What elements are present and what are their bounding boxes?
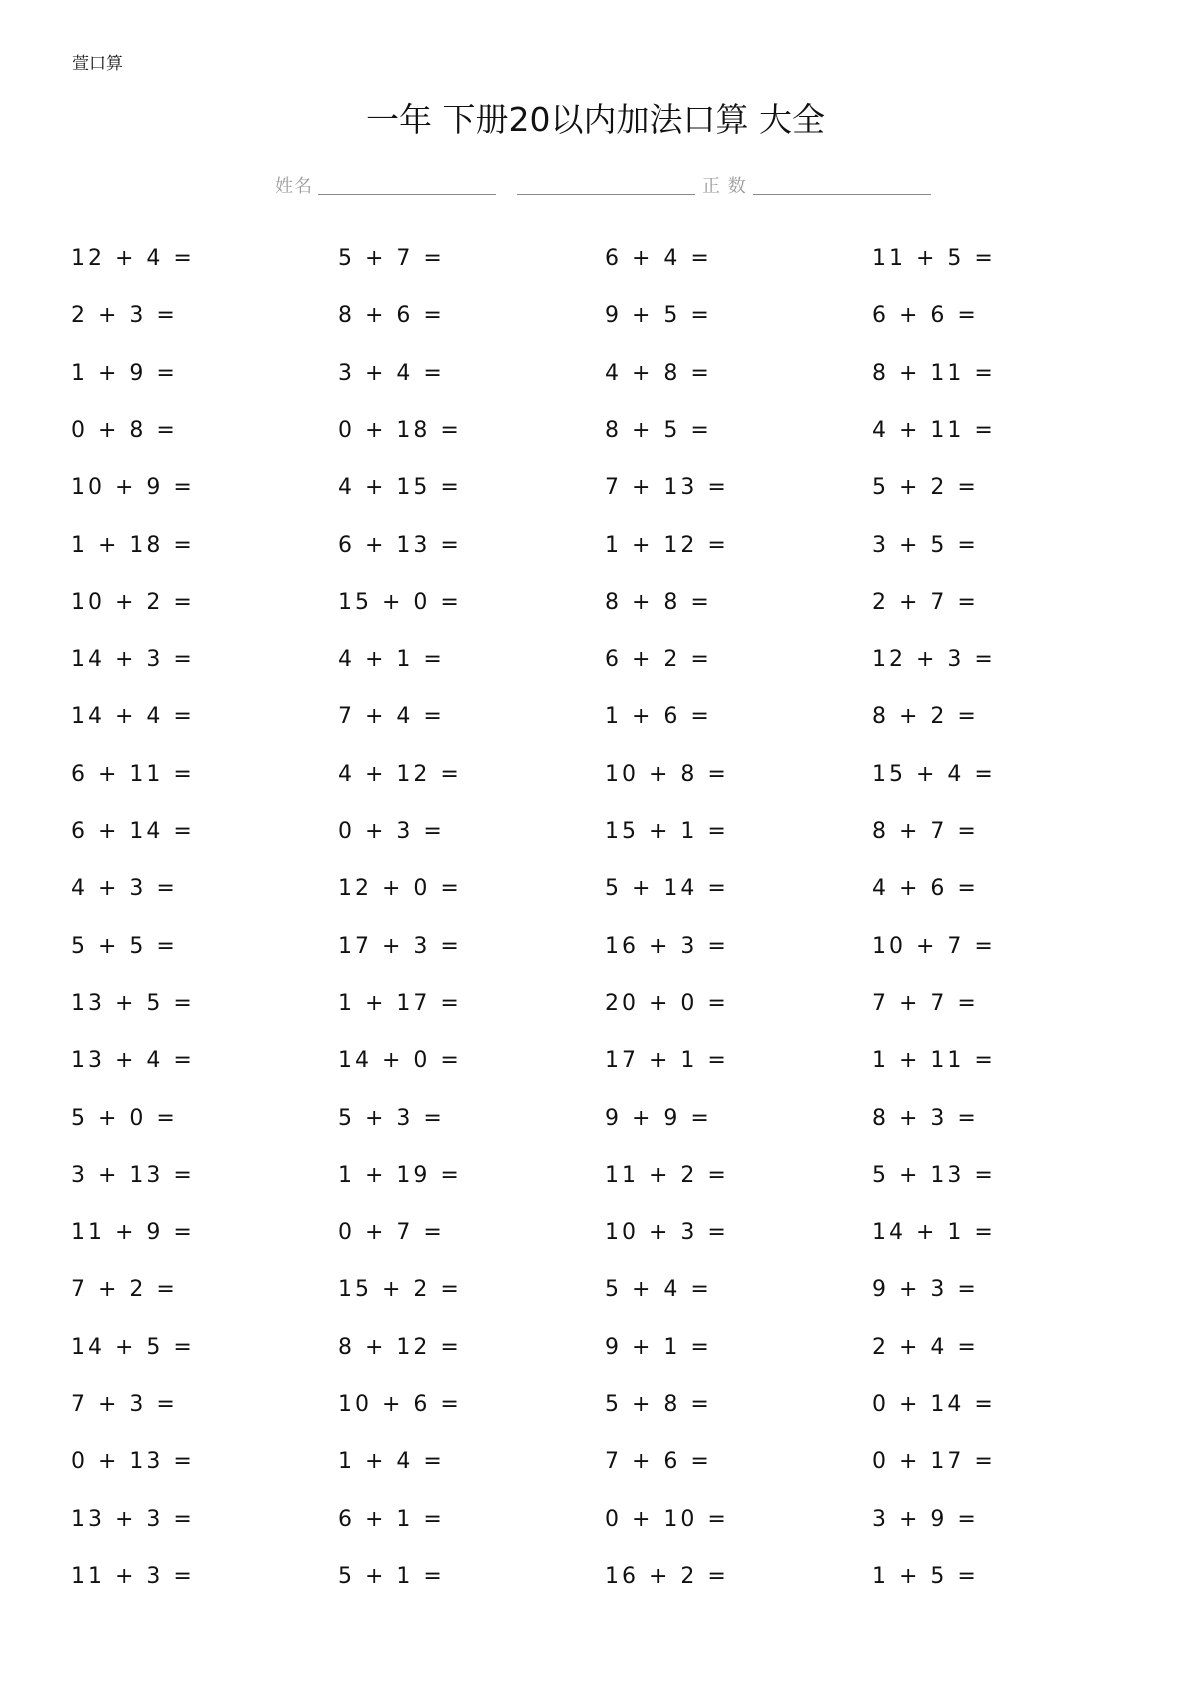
math-problem: 16 + 2 = xyxy=(605,1563,729,1589)
math-problem: 14 + 1 = xyxy=(872,1220,996,1246)
math-problem: 8 + 12 = xyxy=(338,1334,462,1360)
blank-line xyxy=(517,194,695,195)
math-problem: 1 + 12 = xyxy=(605,532,729,558)
math-problem: 6 + 13 = xyxy=(338,532,462,558)
math-problem: 15 + 1 = xyxy=(605,819,729,844)
math-problem: 3 + 5 = xyxy=(872,532,979,558)
math-problem: 6 + 2 = xyxy=(605,647,712,673)
math-problem: 5 + 3 = xyxy=(338,1105,445,1131)
math-problem: 7 + 4 = xyxy=(338,704,445,730)
math-problem: 6 + 14 = xyxy=(71,819,195,844)
math-problem: 8 + 3 = xyxy=(872,1105,979,1131)
math-problem: 8 + 7 = xyxy=(872,819,979,844)
math-problem: 4 + 6 = xyxy=(872,876,979,902)
math-problem: 7 + 13 = xyxy=(605,475,729,501)
math-problem: 5 + 13 = xyxy=(872,1162,996,1188)
math-problem: 2 + 4 = xyxy=(872,1334,979,1360)
math-problem: 11 + 9 = xyxy=(71,1220,195,1246)
math-problem: 0 + 8 = xyxy=(71,417,178,443)
math-problem: 15 + 0 = xyxy=(338,589,462,615)
math-problem: 2 + 3 = xyxy=(71,303,178,329)
math-problem: 0 + 14 = xyxy=(872,1392,996,1417)
math-problem: 1 + 19 = xyxy=(338,1162,462,1188)
math-problem: 9 + 3 = xyxy=(872,1277,979,1303)
math-problem: 15 + 2 = xyxy=(338,1277,462,1303)
math-problem: 11 + 5 = xyxy=(872,246,996,271)
math-problem: 4 + 8 = xyxy=(605,360,712,386)
math-problem: 7 + 7 = xyxy=(872,990,979,1016)
math-problem: 4 + 3 = xyxy=(71,876,178,902)
math-problem: 7 + 2 = xyxy=(71,1277,178,1303)
header-tag: 萱口算 xyxy=(72,54,123,74)
name-blank-line xyxy=(318,194,496,195)
math-problem: 4 + 15 = xyxy=(338,475,462,501)
score-blank-line xyxy=(753,194,931,195)
math-problem: 8 + 2 = xyxy=(872,704,979,730)
math-problem: 1 + 9 = xyxy=(71,360,178,386)
math-problem: 6 + 11 = xyxy=(71,761,195,787)
math-problem: 13 + 3 = xyxy=(71,1506,195,1532)
math-problem: 14 + 0 = xyxy=(338,1048,462,1074)
math-problem: 4 + 1 = xyxy=(338,647,445,673)
math-problem: 12 + 4 = xyxy=(71,246,195,271)
math-problem: 1 + 6 = xyxy=(605,704,712,730)
math-problem: 0 + 10 = xyxy=(605,1506,729,1532)
math-problem: 15 + 4 = xyxy=(872,761,996,787)
math-problem: 1 + 11 = xyxy=(872,1048,996,1074)
math-problem: 12 + 0 = xyxy=(338,876,462,902)
math-problem: 12 + 3 = xyxy=(872,647,996,673)
math-problem: 3 + 13 = xyxy=(71,1162,195,1188)
math-problem: 8 + 8 = xyxy=(605,589,712,615)
math-problem: 14 + 5 = xyxy=(71,1334,195,1360)
math-problem: 10 + 9 = xyxy=(71,475,195,501)
student-info-row xyxy=(0,176,1191,202)
math-problem: 10 + 2 = xyxy=(71,589,195,615)
math-problem: 6 + 1 = xyxy=(338,1506,445,1532)
math-problem: 13 + 5 = xyxy=(71,990,195,1016)
math-problem: 7 + 6 = xyxy=(605,1449,712,1475)
math-problem: 11 + 3 = xyxy=(71,1563,195,1589)
math-problem: 14 + 4 = xyxy=(71,704,195,730)
math-problem: 10 + 6 = xyxy=(338,1392,462,1417)
math-problem: 0 + 13 = xyxy=(71,1449,195,1475)
math-problem: 17 + 3 = xyxy=(338,933,462,959)
math-problem: 1 + 4 = xyxy=(338,1449,445,1475)
math-problem: 1 + 18 = xyxy=(71,532,195,558)
math-problem: 5 + 0 = xyxy=(71,1105,178,1131)
math-problem: 5 + 2 = xyxy=(872,475,979,501)
math-problem: 3 + 9 = xyxy=(872,1506,979,1532)
math-problem: 17 + 1 = xyxy=(605,1048,729,1074)
math-problem: 10 + 3 = xyxy=(605,1220,729,1246)
math-problem: 1 + 5 = xyxy=(872,1563,979,1589)
score-label: 正 数 xyxy=(702,176,747,197)
math-problem: 4 + 11 = xyxy=(872,417,996,443)
math-problem: 8 + 6 = xyxy=(338,303,445,329)
math-problem: 9 + 9 = xyxy=(605,1105,712,1131)
math-problem: 0 + 7 = xyxy=(338,1220,445,1246)
math-problem: 8 + 11 = xyxy=(872,360,996,386)
math-problem: 13 + 4 = xyxy=(71,1048,195,1074)
math-problem: 9 + 5 = xyxy=(605,303,712,329)
math-problem: 1 + 17 = xyxy=(338,990,462,1016)
math-problem: 2 + 7 = xyxy=(872,589,979,615)
math-problem: 7 + 3 = xyxy=(71,1392,178,1417)
math-problem: 9 + 1 = xyxy=(605,1334,712,1360)
math-problem: 5 + 14 = xyxy=(605,876,729,902)
math-problem: 5 + 8 = xyxy=(605,1392,712,1417)
name-label: 姓名 xyxy=(275,176,313,197)
math-problem: 6 + 4 = xyxy=(605,246,712,271)
math-problem: 3 + 4 = xyxy=(338,360,445,386)
math-problem: 6 + 6 = xyxy=(872,303,979,329)
math-problem: 10 + 8 = xyxy=(605,761,729,787)
math-problem: 0 + 17 = xyxy=(872,1449,996,1475)
math-problem: 20 + 0 = xyxy=(605,990,729,1016)
math-problem: 14 + 3 = xyxy=(71,647,195,673)
math-problem: 16 + 3 = xyxy=(605,933,729,959)
math-problem: 5 + 4 = xyxy=(605,1277,712,1303)
math-problem: 0 + 3 = xyxy=(338,819,445,844)
math-problem: 0 + 18 = xyxy=(338,417,462,443)
page-title: 一年 下册20以内加法口算 大全 xyxy=(366,100,825,139)
math-problem: 4 + 12 = xyxy=(338,761,462,787)
math-problem: 8 + 5 = xyxy=(605,417,712,443)
math-problem: 10 + 7 = xyxy=(872,933,996,959)
math-problem: 5 + 5 = xyxy=(71,933,178,959)
math-problem: 5 + 7 = xyxy=(338,246,445,271)
math-problem: 11 + 2 = xyxy=(605,1162,729,1188)
math-problem: 5 + 1 = xyxy=(338,1563,445,1589)
